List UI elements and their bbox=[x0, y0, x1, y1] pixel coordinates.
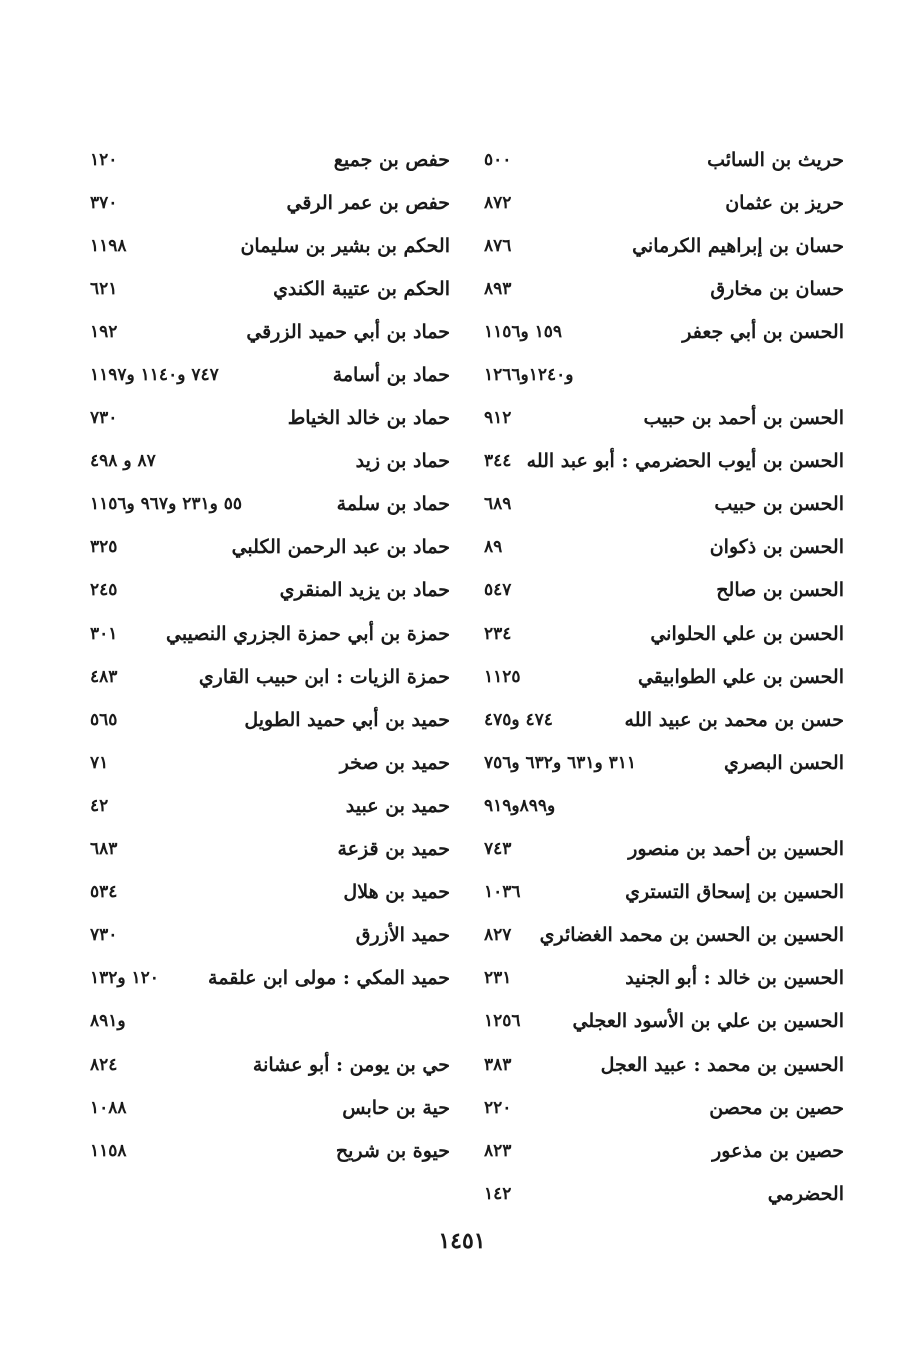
entry-pages: ١٤٢ bbox=[484, 1183, 512, 1204]
entry-pages: ٣٨٣ bbox=[484, 1054, 512, 1075]
entry-pages: ٧٣٠ bbox=[90, 925, 118, 946]
index-entry bbox=[484, 1086, 844, 1129]
index-entry bbox=[484, 1129, 844, 1172]
index-entry bbox=[90, 957, 450, 1000]
entry-pages: و٨٩٩و٩١٩ bbox=[484, 795, 556, 816]
entry-pages: ١٢٥٦ bbox=[484, 1011, 521, 1032]
entry-pages: ٥٠٠ bbox=[484, 149, 512, 170]
entry-name: حفص بن عمر الرقي bbox=[286, 191, 450, 214]
entry-pages: ٨٧٦ bbox=[484, 235, 512, 256]
entry-pages: ٥٣٤ bbox=[90, 882, 118, 903]
entry-name: حريز بن عثمان bbox=[725, 191, 844, 214]
index-entry-continuation bbox=[90, 1000, 450, 1043]
index-entry bbox=[484, 483, 844, 526]
entry-pages: ٧٣٠ bbox=[90, 408, 118, 429]
index-entry bbox=[484, 397, 844, 440]
entry-pages: ٥٦٥ bbox=[90, 709, 118, 730]
index-entry bbox=[90, 828, 450, 871]
index-entry bbox=[90, 440, 450, 483]
index-entry bbox=[484, 224, 844, 267]
entry-pages: و١٢٤٠و١٢٦٦ bbox=[484, 365, 574, 386]
index-entry bbox=[484, 828, 844, 871]
index-entry bbox=[90, 353, 450, 396]
index-entry bbox=[90, 138, 450, 181]
entry-name: حصين بن مذعور bbox=[712, 1139, 844, 1162]
entry-name: الحسين بن أحمد بن منصور bbox=[628, 838, 844, 861]
entry-name: حميد بن قزعة bbox=[337, 838, 450, 861]
entry-name: الحسن بن أيوب الحضرمي : أبو عبد الله bbox=[526, 450, 844, 473]
index-entry bbox=[484, 138, 844, 181]
entry-pages: ١٥٩ و١١٥٦ bbox=[484, 321, 563, 342]
entry-name: الحسن بن حبيب bbox=[714, 493, 844, 516]
entry-name: الحسن بن علي الطوابيقي bbox=[637, 665, 844, 688]
entry-name: حميد الأزرق bbox=[355, 924, 450, 947]
index-entry bbox=[484, 741, 844, 784]
index-entry bbox=[90, 871, 450, 914]
entry-pages: ٤٧٤ و٤٧٥ bbox=[484, 709, 553, 730]
entry-pages: ١٩٢ bbox=[90, 321, 118, 342]
entry-pages: ٦٢١ bbox=[90, 278, 118, 299]
entry-name: حميد المكي : مولى ابن علقمة bbox=[208, 967, 450, 990]
entry-name: الحسين بن محمد : عبيد العجل bbox=[600, 1053, 844, 1076]
entry-name: الحكم بن بشير بن سليمان bbox=[240, 234, 450, 257]
entry-pages: ٧٤٣ bbox=[484, 839, 512, 860]
entry-pages: ٢٣٤ bbox=[484, 623, 512, 644]
index-entry bbox=[484, 957, 844, 1000]
entry-pages: ٥٤٧ bbox=[484, 580, 512, 601]
entry-pages: ٢٤٥ bbox=[90, 580, 118, 601]
index-column-left bbox=[90, 138, 450, 1172]
entry-pages: ٣٧٠ bbox=[90, 192, 118, 213]
entry-pages: ٣٢٥ bbox=[90, 537, 118, 558]
entry-name: حماد بن أبي حميد الزرقي bbox=[246, 320, 450, 343]
entry-pages: ٨٩ bbox=[484, 537, 503, 558]
entry-name: الحسين بن خالد : أبو الجنيد bbox=[625, 967, 844, 990]
entry-name: حي بن يومن : أبو عشانة bbox=[252, 1053, 450, 1076]
index-entry bbox=[484, 698, 844, 741]
index-entry bbox=[90, 1086, 450, 1129]
index-entry bbox=[484, 310, 844, 353]
entry-pages: ١٢٠ bbox=[90, 149, 118, 170]
index-entry bbox=[90, 784, 450, 827]
entry-name: حميد بن صخر bbox=[339, 751, 450, 774]
entry-name: حماد بن زيد bbox=[355, 450, 450, 473]
entry-pages: ١٢٠ و١٣٢ bbox=[90, 968, 159, 989]
entry-pages: ٨٢٧ bbox=[484, 925, 512, 946]
entry-pages: ٧١ bbox=[90, 752, 109, 773]
entry-name: حمزة الزيات : ابن حبيب القاري bbox=[198, 665, 450, 688]
entry-name: الحسن بن أبي جعفر bbox=[682, 320, 844, 343]
entry-name: حفص بن جميع bbox=[333, 148, 450, 171]
entry-pages: ١١٥٨ bbox=[90, 1140, 127, 1161]
index-entry bbox=[484, 1172, 844, 1215]
entry-pages: ٤٨٣ bbox=[90, 666, 118, 687]
entry-name: حماد بن سلمة bbox=[336, 493, 450, 516]
index-entry bbox=[90, 914, 450, 957]
entry-pages: ٤٢ bbox=[90, 795, 109, 816]
index-entry bbox=[90, 526, 450, 569]
entry-pages: ٢٢٠ bbox=[484, 1097, 512, 1118]
entry-name: حماد بن أسامة bbox=[332, 364, 450, 387]
index-entry-continuation bbox=[484, 353, 844, 396]
entry-name: حميد بن عبيد bbox=[345, 794, 450, 817]
entry-pages: ٣٤٤ bbox=[484, 451, 512, 472]
entry-name: الحسين بن الحسن بن محمد الغضائري bbox=[539, 924, 844, 947]
index-entry bbox=[484, 181, 844, 224]
index-entry bbox=[484, 267, 844, 310]
index-entry bbox=[90, 181, 450, 224]
entry-name: حميد بن هلال bbox=[343, 881, 450, 904]
index-entry bbox=[90, 612, 450, 655]
entry-name: الحسين بن علي بن الأسود العجلي bbox=[572, 1010, 844, 1033]
entry-name: الحسن بن علي الحلواني bbox=[650, 622, 844, 645]
entry-pages: ٥٥ و٢٣١ و٩٦٧ و١١٥٦ bbox=[90, 494, 243, 515]
index-entry bbox=[90, 698, 450, 741]
index-entry bbox=[484, 914, 844, 957]
entry-pages: ٨٢٤ bbox=[90, 1054, 118, 1075]
entry-name: الحكم بن عتيبة الكندي bbox=[273, 277, 450, 300]
entry-name: حميد بن أبي حميد الطويل bbox=[244, 708, 450, 731]
entry-pages: ١٠٨٨ bbox=[90, 1097, 127, 1118]
entry-name: حماد بن يزيد المنقري bbox=[279, 579, 450, 602]
index-entry bbox=[90, 741, 450, 784]
entry-pages: ٣٠١ bbox=[90, 623, 118, 644]
entry-pages: ٨٧ و ٤٩٨ bbox=[90, 451, 156, 472]
index-entry bbox=[90, 569, 450, 612]
index-entry bbox=[90, 397, 450, 440]
entry-name: حمزة بن أبي حمزة الجزري النصيبي bbox=[165, 622, 450, 645]
index-entry bbox=[90, 1129, 450, 1172]
entry-pages: ٨٢٣ bbox=[484, 1140, 512, 1161]
index-entry bbox=[90, 267, 450, 310]
index-entry bbox=[484, 655, 844, 698]
entry-pages: ٦٨٣ bbox=[90, 839, 118, 860]
entry-pages: ١٠٣٦ bbox=[484, 882, 521, 903]
entry-name: حسان بن مخارق bbox=[710, 277, 844, 300]
index-entry bbox=[484, 871, 844, 914]
index-entry bbox=[484, 1000, 844, 1043]
index-entry bbox=[90, 483, 450, 526]
entry-name: حية بن حابس bbox=[342, 1096, 450, 1119]
entry-name: حيوة بن شريح bbox=[335, 1139, 450, 1162]
entry-name: الحسين بن إسحاق التستري bbox=[625, 881, 844, 904]
entry-pages: ٦٨٩ bbox=[484, 494, 512, 515]
entry-pages: ٩١٢ bbox=[484, 408, 512, 429]
entry-name: الحسن بن صالح bbox=[716, 579, 844, 602]
entry-pages: ٨٩٣ bbox=[484, 278, 512, 299]
entry-pages: ٨٧٢ bbox=[484, 192, 512, 213]
entry-name: حماد بن عبد الرحمن الكلبي bbox=[231, 536, 450, 559]
entry-pages: ٧٤٧ و١١٤٠ و١١٩٧ bbox=[90, 365, 219, 386]
entry-name: حماد بن خالد الخياط bbox=[287, 407, 450, 430]
entry-name: الحسن بن ذكوان bbox=[709, 536, 844, 559]
index-entry-continuation bbox=[484, 784, 844, 827]
entry-name: الحسن البصري bbox=[724, 751, 844, 774]
entry-name: حريث بن السائب bbox=[707, 148, 844, 171]
index-entry bbox=[484, 440, 844, 483]
index-entry bbox=[484, 569, 844, 612]
index-entry bbox=[90, 1043, 450, 1086]
index-entry bbox=[90, 310, 450, 353]
index-entry bbox=[484, 612, 844, 655]
entry-name: الحضرمي bbox=[767, 1182, 844, 1205]
index-entry bbox=[484, 1043, 844, 1086]
entry-name: الحسن بن أحمد بن حبيب bbox=[643, 407, 844, 430]
entry-pages: ١١٩٨ bbox=[90, 235, 127, 256]
index-entry bbox=[90, 224, 450, 267]
entry-pages: ١١٢٥ bbox=[484, 666, 521, 687]
entry-name: حصين بن محصن bbox=[709, 1096, 844, 1119]
entry-pages: و٨٩١ bbox=[90, 1011, 126, 1032]
entry-name: حسان بن إبراهيم الكرماني bbox=[632, 234, 844, 257]
index-column-right bbox=[484, 138, 844, 1215]
entry-name: حسن بن محمد بن عبيد الله bbox=[624, 708, 844, 731]
page-number: ١٤٥١ bbox=[438, 1228, 486, 1254]
index-entry bbox=[484, 526, 844, 569]
index-entry bbox=[90, 655, 450, 698]
entry-pages: ٣١١ و٦٣١ و٦٣٢ و٧٥٦ bbox=[484, 752, 637, 773]
entry-pages: ٢٣١ bbox=[484, 968, 512, 989]
